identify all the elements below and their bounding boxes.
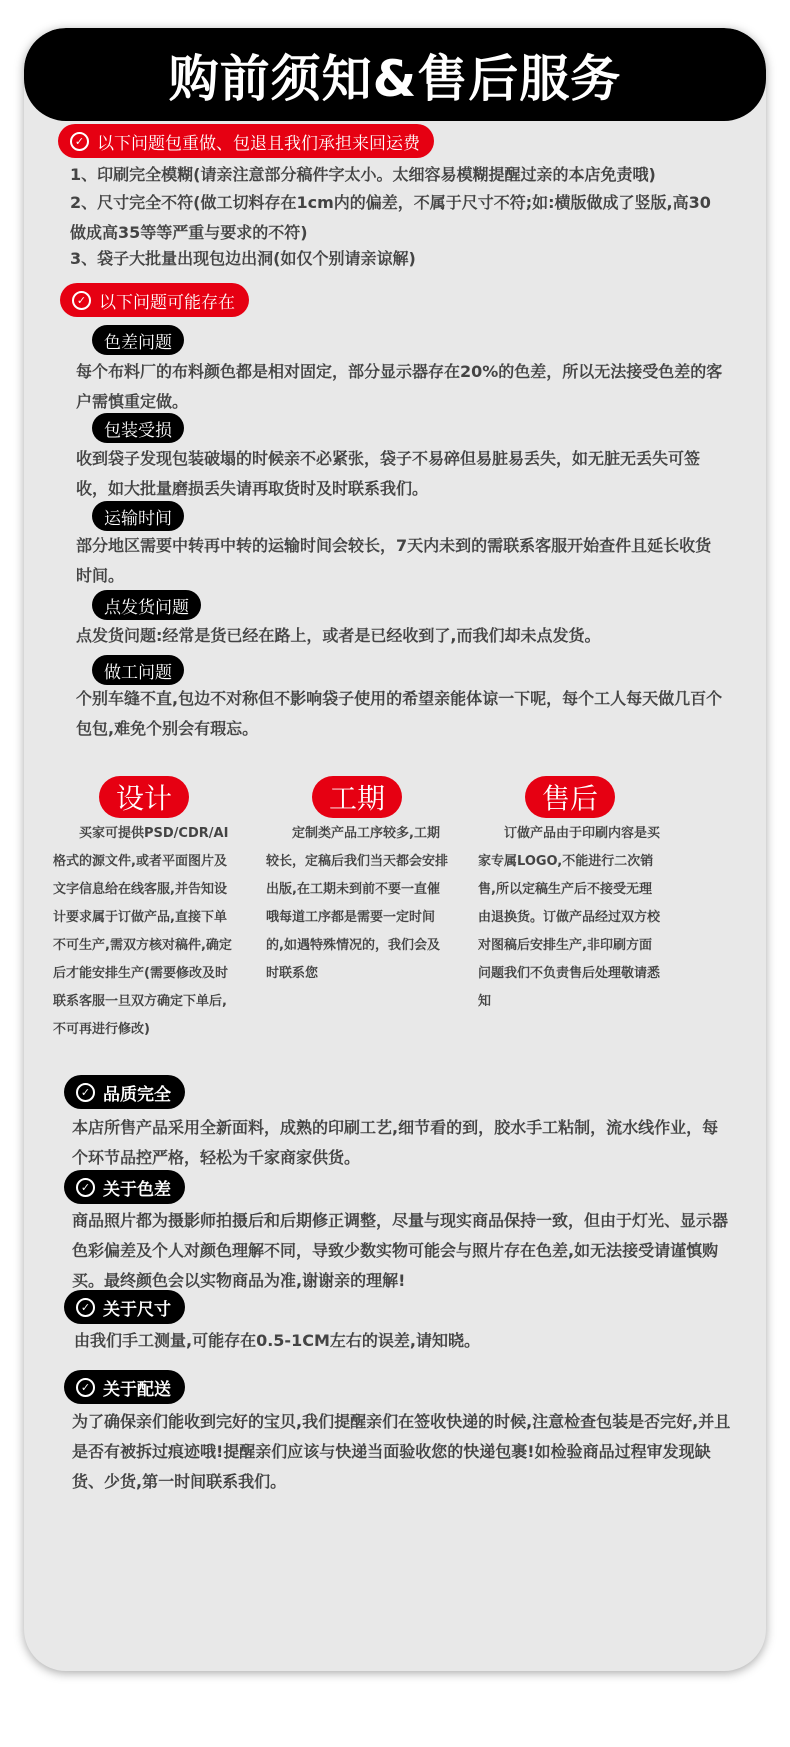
notice-text-color: 商品照片都为摄影师拍摄后和后期修正调整，尽量与现实商品保持一致，但由于灯光、显示器色彩偏差及个人对颜色理解不同，导致少数实物可能会与照片存在色差,如无法接受请谨慎购买。最终颜色会以实物商品为准,谢谢亲的理解! — [72, 1211, 729, 1290]
column-title-aftersale: 售后 — [525, 776, 615, 818]
check-circle-icon: ✓ — [76, 1178, 95, 1197]
notice-text-size: 由我们手工测量,可能存在0.5-1CM左右的误差,请知晓。 — [74, 1331, 480, 1350]
section-label-guarantee — [58, 124, 434, 158]
topic-text-shipping: 部分地区需要中转再中转的运输时间会较长，7天内未到的需联系客服开始查件且延长收货时间。 — [76, 536, 712, 585]
guarantee-item-3: 3、袋子大批量出现包边出洞(如仅个别请亲谅解) — [70, 249, 416, 268]
column-title-design: 设计 — [99, 776, 189, 818]
page-title: 购前须知&售后服务 — [168, 49, 622, 108]
topic-title-dispatch: 点发货问题 — [92, 590, 201, 620]
check-circle-icon: ✓ — [72, 291, 91, 310]
guarantee-item-1: 1、印刷完全模糊(请亲注意部分稿件字太小。太细容易模糊提醒过亲的本店免责哦) — [70, 165, 656, 184]
topic-title-color-diff: 色差问题 — [92, 325, 184, 355]
notice-title-quality: ✓ 品质完全 — [64, 1075, 185, 1109]
check-circle-icon: ✓ — [76, 1378, 95, 1397]
section-label-text: 以下问题包重做、包退且我们承担来回运费 — [97, 133, 420, 154]
check-circle-icon: ✓ — [76, 1298, 95, 1317]
column-text-schedule: 定制类产品工序较多,工期较长，定稿后我们当天都会安排出版,在工期未到前不要一直催哦每道工序都是需要一定时间的,如遇特殊情况的，我们会及时联系您 — [266, 826, 449, 981]
section-label-possible — [60, 283, 249, 317]
notice-text-delivery: 为了确保亲们能收到完好的宝贝,我们提醒亲们在签收快递的时候,注意检查包装是否完好,并且是否有被拆过痕迹哦!提醒亲们应该与快递当面验收您的快递包裹!如检验商品过程审发现缺货、少货,第一时间联系我们。 — [72, 1412, 731, 1491]
column-title-schedule: 工期 — [312, 776, 402, 818]
notice-title-delivery: ✓ 关于配送 — [64, 1370, 185, 1404]
column-text-design: 买家可提供PSD/CDR/AI格式的源文件,或者平面图片及文字信息给在线客服,并告知设计要求属于订做产品,直接下单不可生产,需双方核对稿件,确定后才能安排生产(需要修改及时联系客服一旦双方确定下单后,不可再进行修改) — [53, 826, 232, 1037]
notice-text-quality: 本店所售产品采用全新面料，成熟的印刷工艺,细节看的到，胶水手工粘制，流水线作业，每个环节品控严格，轻松为千家商家供货。 — [72, 1118, 719, 1167]
section-label-text: 以下问题可能存在 — [99, 292, 235, 313]
notice-title-size: ✓ 关于尺寸 — [64, 1290, 185, 1324]
topic-title-package: 包装受损 — [92, 413, 184, 443]
topic-text-color-diff: 每个布料厂的布料颜色都是相对固定，部分显示器存在20%的色差，所以无法接受色差的客户需慎重定做。 — [76, 362, 723, 411]
topic-title-workmanship: 做工问题 — [92, 655, 184, 685]
check-circle-icon: ✓ — [76, 1083, 95, 1102]
guarantee-item-2: 2、尺寸完全不符(做工切料存在1cm内的偏差，不属于尺寸不符;如:横版做成了竖版,高30做成高35等等严重与要求的不符) — [70, 193, 711, 242]
topic-title-shipping: 运输时间 — [92, 501, 184, 531]
header-banner — [24, 28, 766, 121]
topic-text-dispatch: 点发货问题:经常是货已经在路上，或者是已经收到了,而我们却未点发货。 — [76, 626, 601, 645]
check-circle-icon: ✓ — [70, 132, 89, 151]
topic-text-package: 收到袋子发现包装破塌的时候亲不必紧张，袋子不易碎但易脏易丢失，如无脏无丢失可签收，如大批量磨损丢失请再取货时及时联系我们。 — [76, 449, 701, 498]
notice-title-color: ✓ 关于色差 — [64, 1170, 185, 1204]
topic-text-workmanship: 个别车缝不直,包边不对称但不影响袋子使用的希望亲能体谅一下呢，每个工人每天做几百个包包,难免个别会有瑕忘。 — [76, 689, 723, 738]
column-text-aftersale: 订做产品由于印刷内容是买家专属LOGO,不能进行二次销售,所以定稿生产后不接受无理由退换货。订做产品经过双方校对图稿后安排生产,非印刷方面问题我们不负责售后处理敬请悉知 — [478, 826, 661, 1009]
info-card — [24, 28, 766, 1671]
